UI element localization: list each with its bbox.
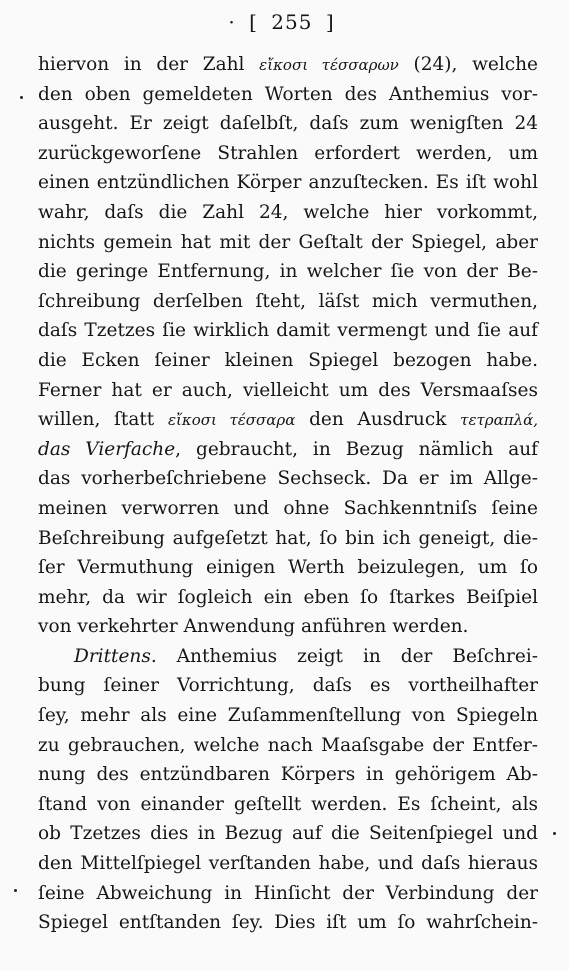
- margin-speck: [553, 832, 556, 835]
- text-line-9: ſchreibung derſelben ſteht, läſst mich vermuthen,: [38, 290, 538, 312]
- text-line-2: den oben gemeldeten Worten des Anthemius vor-: [38, 83, 538, 105]
- text-line-25: nung des entzündbaren Körpers in gehörigem Ab-: [38, 764, 538, 786]
- text-line-1: hiervon in der Zahl εἴκοσι τέσσαρων (24), welche: [38, 54, 538, 75]
- text-line-10: daſs Tzetzes ſie wirklich damit vermengt und ſie auf: [38, 320, 538, 342]
- text-line-4: zurückgeworſene Strahlen erfordert werden, um: [38, 142, 538, 164]
- text-line-26: ſtand von einander geſtellt werden. Es ſcheint, als: [38, 793, 538, 815]
- greek-word: εἴκοσι τέσσαρων: [259, 56, 399, 74]
- italic-phrase: das Vierfache: [38, 438, 176, 460]
- text-line-18: ſer Vermuthung einigen Werth beizulegen, um ſo: [38, 557, 538, 579]
- margin-speck: [20, 96, 23, 99]
- text-line-19: mehr, da wir ſogleich ein eben ſo ſtarkes Beiſpiel: [38, 586, 538, 608]
- text-line-14: das Vierfache, gebraucht, in Bezug nämlich auf: [38, 438, 539, 460]
- text-line-12: Ferner hat er auch, vielleicht um des Versmaaſses: [38, 379, 538, 401]
- text-line-22: bung ſeiner Vorrichtung, daſs es vortheilhafter: [38, 675, 538, 697]
- page-header: [0, 10, 569, 34]
- text-line-27: ob Tzetzes dies in Bezug auf die Seitenſpiegel und: [38, 823, 538, 845]
- bracket-close: ]: [325, 10, 335, 34]
- text-line-24: zu gebrauchen, welche nach Maaſsgabe der Entfer-: [38, 734, 538, 756]
- text-line-13: willen, ſtatt εἴκοσι τέσσαρα den Ausdruck τετραπλά,: [38, 409, 538, 431]
- text-line-21: Drittens. Anthemius zeigt in der Beſchrei-: [74, 645, 538, 667]
- text-line-5: einen entzündlichen Körper anzuſtecken. Es iſt wohl: [38, 172, 538, 194]
- page-number: 255: [271, 10, 313, 34]
- body-text: [38, 50, 538, 938]
- italic-phrase: Drittens.: [74, 645, 157, 667]
- text-line-8: die geringe Entfernung, in welcher ſie von der Be-: [38, 261, 538, 283]
- text-line-23: ſey, mehr als eine Zuſammenſtellung von Spiegeln: [38, 705, 538, 727]
- text-line-16: meinen verworren und ohne Sachkenntniſs ſeine: [38, 497, 538, 519]
- header-dot: ·: [228, 10, 236, 34]
- text-line-29: ſeine Abweichung in Hinſicht der Verbindung der: [38, 882, 538, 904]
- text-line-20: von verkehrter Anwendung anführen werden.: [38, 616, 469, 638]
- text-line-30: Spiegel entſtanden ſey. Dies iſt um ſo wahrſchein-: [38, 912, 538, 934]
- bracket-open: [: [249, 10, 258, 34]
- text-line-7: nichts gemein hat mit der Geſtalt der Spiegel, aber: [38, 231, 538, 253]
- greek-word: τετραπλά,: [460, 411, 538, 430]
- greek-word: εἴκοσι τέσσαρα: [167, 411, 296, 430]
- text-line-28: den Mittelſpiegel verſtanden habe, und daſs hieraus: [38, 853, 538, 875]
- text-line-15: das vorherbeſchriebene Sechseck. Da er im Allge-: [38, 468, 538, 490]
- text-line-11: die Ecken ſeiner kleinen Spiegel bezogen habe.: [38, 349, 538, 371]
- text-line-6: wahr, daſs die Zahl 24, welche hier vorkommt,: [38, 201, 538, 223]
- margin-speck: [14, 889, 17, 892]
- text-line-17: Beſchreibung aufgeſetzt hat, ſo bin ich geneigt, die-: [38, 527, 538, 549]
- text-line-3: ausgeht. Er zeigt daſelbſt, daſs zum wenigſten 24: [38, 113, 538, 135]
